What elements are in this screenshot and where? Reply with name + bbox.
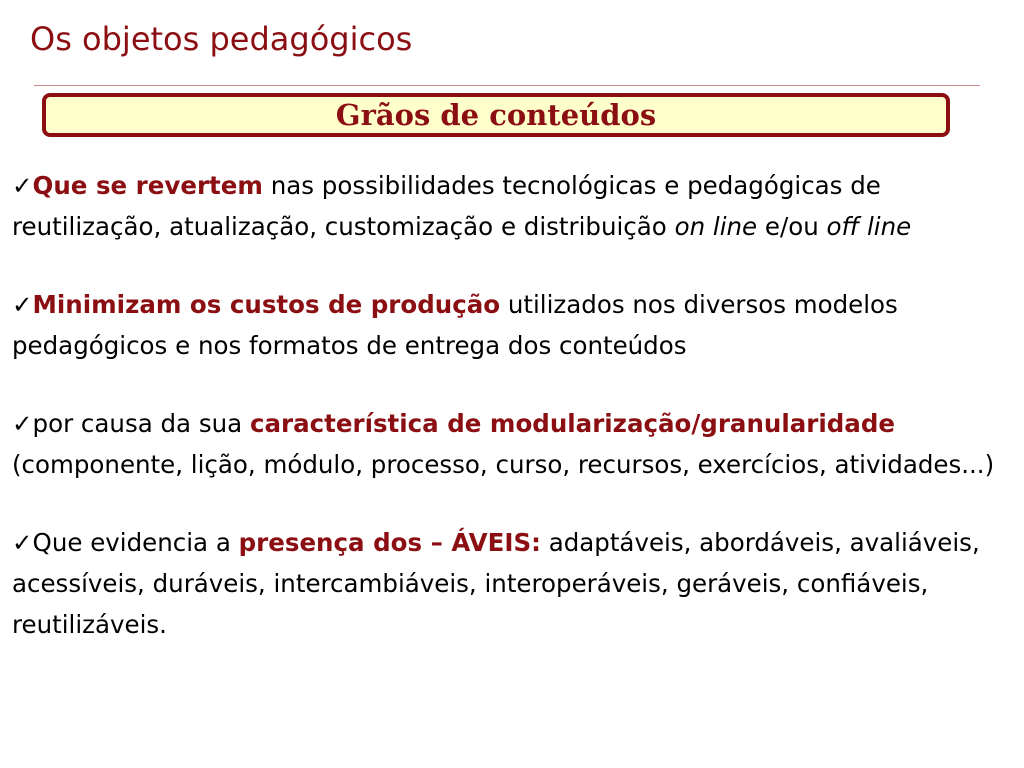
slide-title: Os objetos pedagógicos [30, 20, 413, 58]
bullet-item-aveis [12, 522, 1018, 645]
bullet-emphasis: característica de modularização/granularidade [249, 409, 895, 438]
bullet-text: adaptáveis, abordáveis, avaliáveis, acessíveis, duráveis, intercambiáveis, interoperáveis, geráveis, confiáveis, reutilizáveis. [12, 528, 980, 639]
checkmark-icon: ✓ [12, 290, 33, 319]
bullet-emphasis: Que se revertem [32, 171, 263, 200]
bullet-text: e/ou [757, 212, 827, 241]
bullet-text: nas possibilidades tecnológicas e pedagógicas de reutilização, atualização, customização e distribuição [12, 171, 881, 241]
bullet-list [12, 165, 1018, 682]
bullet-text: Que evidencia a [32, 528, 239, 557]
bullet-emphasis: presença dos – ÁVEIS: [238, 528, 541, 557]
bullet-text: (componente, lição, módulo, processo, curso, recursos, exercícios, atividades...) [12, 450, 995, 479]
checkmark-icon: ✓ [12, 171, 33, 200]
section-banner: Grãos de conteúdos [42, 93, 950, 137]
bullet-item-modularity [12, 403, 1018, 485]
bullet-italic-text: off line [826, 212, 912, 241]
bullet-item-costs [12, 284, 1018, 366]
bullet-text: utilizados nos diversos modelos pedagógicos e nos formatos de entrega dos conteúdos [12, 290, 898, 360]
bullet-emphasis: Minimizam os custos de produção [32, 290, 501, 319]
bullet-italic-text: on line [674, 212, 758, 241]
checkmark-icon: ✓ [12, 528, 33, 557]
bullet-item-reuse [12, 165, 1018, 247]
title-divider [34, 85, 980, 86]
checkmark-icon: ✓ [12, 409, 33, 438]
bullet-text: por causa da sua [32, 409, 250, 438]
